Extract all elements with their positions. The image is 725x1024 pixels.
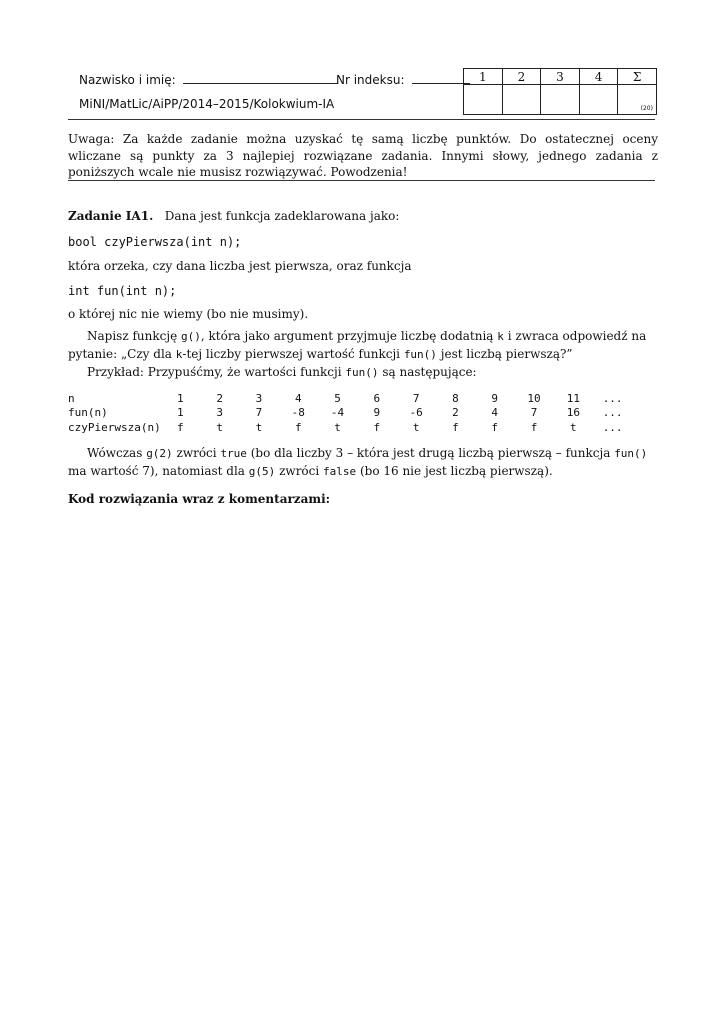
table-cell: 2: [216, 391, 223, 405]
p1-text-e: jest liczbą pierwszą?”: [436, 346, 573, 361]
table-cell: 3: [216, 406, 223, 420]
p1-code-g: g(): [181, 330, 201, 343]
table-cell: 7: [255, 406, 263, 420]
table-cell: 11: [566, 391, 580, 405]
index-label: Nr indeksu:: [336, 73, 405, 87]
table-cell: f: [491, 420, 499, 434]
p1-text-d: -tej liczby pierwszej wartość funkcji: [182, 346, 404, 361]
p1-text-a: Napisz funkcję: [87, 329, 181, 343]
p3-code-g5: g(5): [248, 464, 276, 478]
grade-cell-4[interactable]: [579, 85, 618, 115]
header-divider: [68, 119, 655, 120]
table-cell: f: [530, 420, 538, 434]
table-cell: f: [177, 420, 184, 434]
p3-text-d: ma wartość 7), natomiast dla: [68, 463, 249, 478]
p3-text-e: zwróci: [275, 463, 324, 478]
table-cell: -8: [291, 406, 305, 420]
decl-fun: int fun(int n);: [68, 284, 177, 298]
table-row: [68, 420, 632, 435]
table-cell: -4: [330, 406, 345, 420]
table-cell: ...: [602, 420, 623, 434]
task-text-2: o której nic nie wiemy (bo nie musimy).: [68, 307, 309, 321]
p2-text-b: są następujące:: [378, 365, 477, 379]
name-field[interactable]: [79, 73, 338, 87]
task-paragraph-2: [68, 364, 658, 382]
p3-text-c: (bo dla liczby 3 – która jest drugą liczbą pierwszą – funkcja: [246, 446, 615, 460]
notice-divider: [68, 180, 655, 181]
p3-text-f: (bo 16 nie jest liczbą pierwszą).: [356, 463, 553, 478]
table-cell: t: [334, 420, 341, 434]
grade-col-3: 3: [541, 69, 580, 85]
task-intro: Dana jest funkcja zadeklarowana jako:: [164, 209, 400, 223]
p3-code-fun: fun(): [614, 447, 648, 460]
table-cell: t: [255, 420, 263, 434]
table-cell: f: [294, 420, 302, 434]
index-field[interactable]: [336, 73, 470, 87]
table-cell: f: [452, 420, 459, 434]
task-title-line: [68, 208, 658, 225]
name-label: Nazwisko i imię:: [79, 73, 176, 87]
task-paragraph-1: [68, 328, 658, 363]
example-table: [68, 391, 632, 435]
grade-col-2: 2: [502, 69, 541, 85]
solution-heading: [68, 491, 658, 508]
table-cell: 7: [412, 391, 420, 405]
p3-text-b: zwróci: [172, 446, 221, 460]
task-paragraph-3: [68, 445, 658, 480]
table-cell: 2: [452, 406, 459, 420]
p1-code-k: k: [497, 330, 504, 343]
row-label-n: n: [68, 391, 75, 405]
table-cell: 3: [255, 391, 263, 405]
table-cell: 9: [373, 406, 381, 420]
grade-cell-1[interactable]: [464, 85, 503, 115]
grade-col-1: 1: [464, 69, 503, 85]
max-points: (20): [640, 105, 653, 112]
p1-text-b: , która jako argument przyjmuje liczbę dodatnią: [200, 329, 498, 343]
table-cell: 7: [530, 406, 538, 420]
table-cell: t: [570, 420, 577, 434]
p1-code-fun: fun(): [403, 347, 437, 361]
p1-code-k2: k: [175, 347, 183, 361]
table-cell: t: [412, 420, 420, 434]
task-text-1: która orzeka, czy dana liczba jest pierwsza, oraz funkcja: [68, 259, 412, 273]
task-title: Zadanie IA1.: [68, 209, 154, 223]
table-cell: 1: [177, 406, 184, 420]
grade-col-4: 4: [579, 69, 618, 85]
p1-text-c: i zwraca odpowiedź na pytanie: „Czy dla: [68, 329, 647, 361]
notice-text: Uwaga: Za każde zadanie można uzyskać tę samą liczbę punktów. Do ostatecznej oceny wliczane są punkty za 3 najlepiej rozwiązane zadania. Innymi słowy, jednego zadania z poniższych wcale nie musisz rozwiązywać. Powodzenia!: [68, 132, 658, 179]
table-cell: 4: [491, 406, 499, 420]
table-cell: 4: [294, 391, 302, 405]
name-blank-line: [183, 73, 338, 84]
grade-cell-3[interactable]: [541, 85, 580, 115]
table-cell: ...: [602, 406, 623, 420]
table-cell: 9: [491, 391, 499, 405]
table-cell: f: [373, 420, 381, 434]
table-row: [68, 391, 632, 406]
table-cell: 10: [527, 391, 541, 405]
table-cell: 16: [566, 406, 580, 420]
grade-table: [463, 68, 657, 115]
table-cell: t: [216, 420, 223, 434]
p3-code-g2: g(2): [146, 447, 173, 460]
table-cell: 5: [334, 391, 341, 405]
table-cell: -6: [409, 406, 423, 420]
p3-code-false: false: [323, 464, 357, 478]
grade-col-sum: Σ: [618, 69, 657, 85]
grade-cell-2[interactable]: [502, 85, 541, 115]
row-label-czyPierwsza: czyPierwsza(n): [68, 420, 161, 434]
table-cell: 8: [452, 391, 459, 405]
p2-code-fun: fun(): [345, 366, 379, 379]
grade-cell-sum[interactable]: [618, 85, 657, 115]
p3-text-a: Wówczas: [87, 446, 147, 460]
table-row: [68, 406, 632, 421]
index-blank-line: [412, 73, 470, 84]
table-cell: ...: [602, 391, 623, 405]
solution-answer-area[interactable]: [68, 515, 658, 985]
p2-text-a: Przykład: Przypuśćmy, że wartości funkcji: [87, 365, 346, 379]
table-cell: 1: [177, 391, 184, 405]
p3-code-true: true: [220, 447, 247, 460]
course-line: MiNI/MatLic/AiPP/2014–2015/Kolokwium-IA: [79, 97, 335, 111]
decl-czyPierwsza: bool czyPierwsza(int n);: [68, 235, 242, 249]
row-label-fun: fun(n): [68, 406, 108, 420]
table-cell: 6: [373, 391, 381, 405]
solution-heading-text: Kod rozwiązania wraz z komentarzami:: [68, 492, 331, 506]
